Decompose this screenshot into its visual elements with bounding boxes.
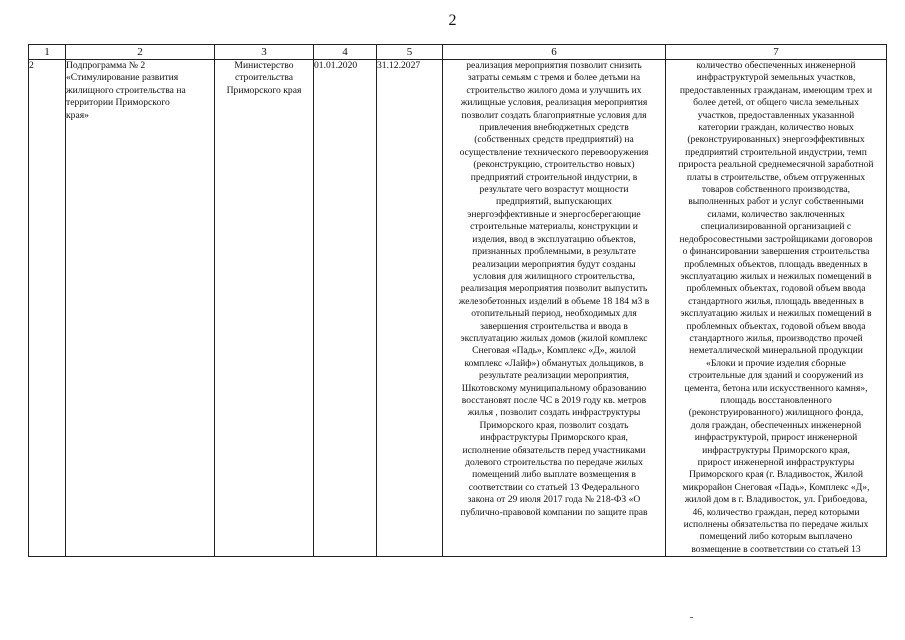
text-line: инфраструктурой, прирост инженерной bbox=[694, 432, 858, 444]
text-line: комплекс «Лайф») обманутых дольщиков, в bbox=[464, 357, 644, 369]
text-line: (реконструкцию, строительство новых) bbox=[473, 159, 635, 171]
start-date-cell bbox=[314, 60, 377, 557]
text-line: жилищные условия, реализация мероприятия bbox=[460, 97, 648, 109]
text-line: «Блоки и прочие изделия сборные bbox=[706, 357, 846, 369]
text-line: силами, количество заключенных bbox=[707, 208, 845, 220]
text-line: предприятий строительной индустрии, темп bbox=[685, 146, 867, 158]
text-line: затраты семьям с тремя и более детьми на bbox=[467, 72, 641, 84]
text-line: прироста реальной среднемесячной заработной bbox=[678, 159, 874, 171]
program-table bbox=[28, 44, 887, 557]
text-line: исполнены обязательства по передаче жилых bbox=[683, 519, 869, 531]
column-header-1: 1 bbox=[29, 45, 66, 60]
text-line: предоставленных гражданам, имеющим трех и bbox=[679, 84, 873, 96]
text-line: реализации мероприятия будут созданы bbox=[472, 258, 636, 270]
row-number: 2 bbox=[29, 60, 34, 71]
text-line: условия для жилищного строительства, bbox=[473, 270, 635, 282]
start-date: 01.01.2020 bbox=[314, 60, 358, 71]
text-line: результате реализации мероприятия, bbox=[479, 370, 629, 382]
text-line: Приморского края, позволит создать bbox=[479, 419, 629, 431]
column-header-3: 3 bbox=[215, 45, 314, 60]
text-line: более детей, от общего числа земельных bbox=[693, 97, 859, 109]
responsible-executor-cell bbox=[215, 60, 314, 557]
text-line: строительные материалы, конструкции и bbox=[470, 221, 638, 233]
text-line: эксплуатацию жилых домов (жилой комплекс bbox=[460, 332, 648, 344]
column-header-7: 7 bbox=[666, 45, 887, 60]
text-line: (реконструированных) энергоэффективных bbox=[687, 134, 865, 146]
scan-mark bbox=[690, 617, 693, 618]
subprogram-cell bbox=[66, 60, 215, 557]
subprogram-name bbox=[66, 60, 214, 122]
text-line: предприятий, выпускающих bbox=[495, 196, 613, 208]
text-line: Приморского края (г. Владивосток, Жилой bbox=[688, 469, 863, 481]
text-line: Приморского края bbox=[226, 84, 302, 96]
text-line: строительные для зданий и сооружений из bbox=[688, 370, 864, 382]
indicators-cell bbox=[666, 60, 887, 557]
text-line: результате чего возрастут мощности bbox=[479, 184, 629, 196]
text-line: Министерство bbox=[234, 60, 294, 71]
text-line: Снеговая «Падь», Комплекс «Д», жилой bbox=[472, 345, 636, 357]
text-line: публично-правовой компании по защите прав bbox=[460, 506, 648, 518]
text-line: реализация мероприятия позволит снизить bbox=[466, 60, 642, 71]
text-line: позволит создать благоприятные условия для bbox=[461, 109, 647, 121]
text-line: жилищного строительства на bbox=[66, 84, 186, 96]
text-line: жилой дом в г. Владивосток, ул. Грибоедова, bbox=[684, 494, 868, 506]
text-line: 46, количество граждан, перед которыми bbox=[692, 506, 860, 518]
text-line: участков, предоставленных указанной bbox=[697, 109, 855, 121]
text-line: о финансировании завершения строительства bbox=[682, 246, 870, 258]
column-number-row bbox=[29, 45, 887, 60]
text-line: изделия, ввод в эксплуатацию объектов, bbox=[472, 233, 636, 245]
text-line: железобетонных изделий в объеме 18 184 м3 в bbox=[458, 295, 650, 307]
text-line: эксплуатацию жилых и нежилых помещений в bbox=[680, 308, 872, 320]
text-line: специализированной организацией с bbox=[700, 221, 852, 233]
text-line: завершения строительства и ввода в bbox=[480, 320, 628, 332]
table-row bbox=[29, 60, 887, 557]
text-line: неметаллической минеральной продукции bbox=[689, 345, 863, 357]
text-line: осуществление технического перевооружения bbox=[459, 146, 649, 158]
expected-results-text bbox=[443, 60, 665, 519]
column-header-5: 5 bbox=[377, 45, 443, 60]
column-header-2: 2 bbox=[66, 45, 215, 60]
text-line: отопительный период, необходимых для bbox=[471, 308, 637, 320]
text-line: долевого строительства по передаче жилых bbox=[465, 457, 643, 468]
column-header-6: 6 bbox=[443, 45, 666, 60]
text-line: признанных проблемными, в результате bbox=[472, 246, 636, 258]
end-date: 31.12.2027 bbox=[377, 60, 421, 71]
row-number-cell bbox=[29, 60, 66, 557]
text-line: строительство жилого дома и улучшить их bbox=[466, 84, 642, 96]
text-line: платы в строительстве, объем отгруженных bbox=[686, 171, 866, 183]
text-line: соответствии со статьей 13 Федерального bbox=[468, 481, 640, 493]
responsible-executor bbox=[215, 60, 313, 97]
text-line: эксплуатацию жилых и нежилых помещений в bbox=[680, 270, 872, 282]
text-line: площадь восстановленного bbox=[720, 394, 832, 406]
text-line: территории Приморского bbox=[66, 97, 170, 109]
text-line: инфраструктуры Приморского края, bbox=[702, 444, 850, 456]
text-line: прирост инженерной инфраструктуры bbox=[697, 457, 855, 468]
text-line: «Стимулирование развития bbox=[66, 72, 179, 84]
text-line: помещений либо выплате возмещения в bbox=[472, 469, 636, 481]
text-line: реализация мероприятия позволит выпустить bbox=[460, 283, 648, 295]
text-line: (собственных средств предприятий) на bbox=[474, 134, 634, 146]
text-line: энергоэффективные и энергосберегающие bbox=[467, 208, 641, 220]
text-line: микрорайон Снеговая «Падь», Комплекс «Д», bbox=[682, 481, 870, 493]
text-line: жилья , позволит создать инфраструктуры bbox=[467, 407, 641, 419]
text-line: цемента, бетона или искусственного камня», bbox=[684, 382, 868, 394]
indicators-text bbox=[666, 60, 886, 556]
text-line: закона от 29 июля 2017 года № 218-ФЗ «О bbox=[467, 494, 641, 506]
text-line: инфраструктурой земельных участков, bbox=[696, 72, 856, 84]
expected-results-cell bbox=[443, 60, 666, 557]
text-line: выполненных работ и услуг собственными bbox=[688, 196, 864, 208]
page-number: 2 bbox=[448, 12, 457, 29]
text-line: стандартного жилья, производство прочей bbox=[689, 332, 863, 344]
text-line: проблемных объектах, годовой объем ввода bbox=[686, 283, 866, 295]
text-line: проблемных объектов, площадь введенных в bbox=[684, 258, 868, 270]
text-line: инфраструктуры Приморского края, bbox=[480, 432, 628, 444]
text-line: (реконструированного) жилищного фонда, bbox=[688, 407, 864, 419]
text-line: возмещение в соответствии со статьей 13 bbox=[691, 543, 861, 555]
text-line: проблемных объектах, годовой объем ввода bbox=[686, 320, 866, 332]
text-line: стандартного жилья, площадь введенных в bbox=[688, 295, 864, 307]
text-line: Подпрограмма № 2 bbox=[66, 60, 146, 71]
text-line: помещений либо которым выплачено bbox=[699, 531, 853, 543]
text-line: товаров собственного производства, bbox=[701, 184, 851, 196]
text-line: строительства bbox=[234, 72, 294, 84]
text-line: предприятий строительной индустрии, в bbox=[470, 171, 638, 183]
text-line: категории граждан, количество новых bbox=[698, 122, 854, 134]
text-line: Шкотовскому муниципальному образованию bbox=[461, 382, 647, 394]
text-line: количество обеспеченных инженерной bbox=[696, 60, 856, 71]
text-line: недобросовестными застройщиками договоров bbox=[679, 233, 873, 245]
text-line: доля граждан, обеспеченных инженерной bbox=[690, 419, 862, 431]
column-header-4: 4 bbox=[314, 45, 377, 60]
text-line: исполнение обязательств перед участниками bbox=[462, 444, 646, 456]
text-line: привлечения внебюджетных средств bbox=[479, 122, 629, 134]
end-date-cell bbox=[377, 60, 443, 557]
text-line: края» bbox=[66, 109, 89, 121]
text-line: восстановят после ЧС в 2019 году кв. метров bbox=[461, 394, 647, 406]
